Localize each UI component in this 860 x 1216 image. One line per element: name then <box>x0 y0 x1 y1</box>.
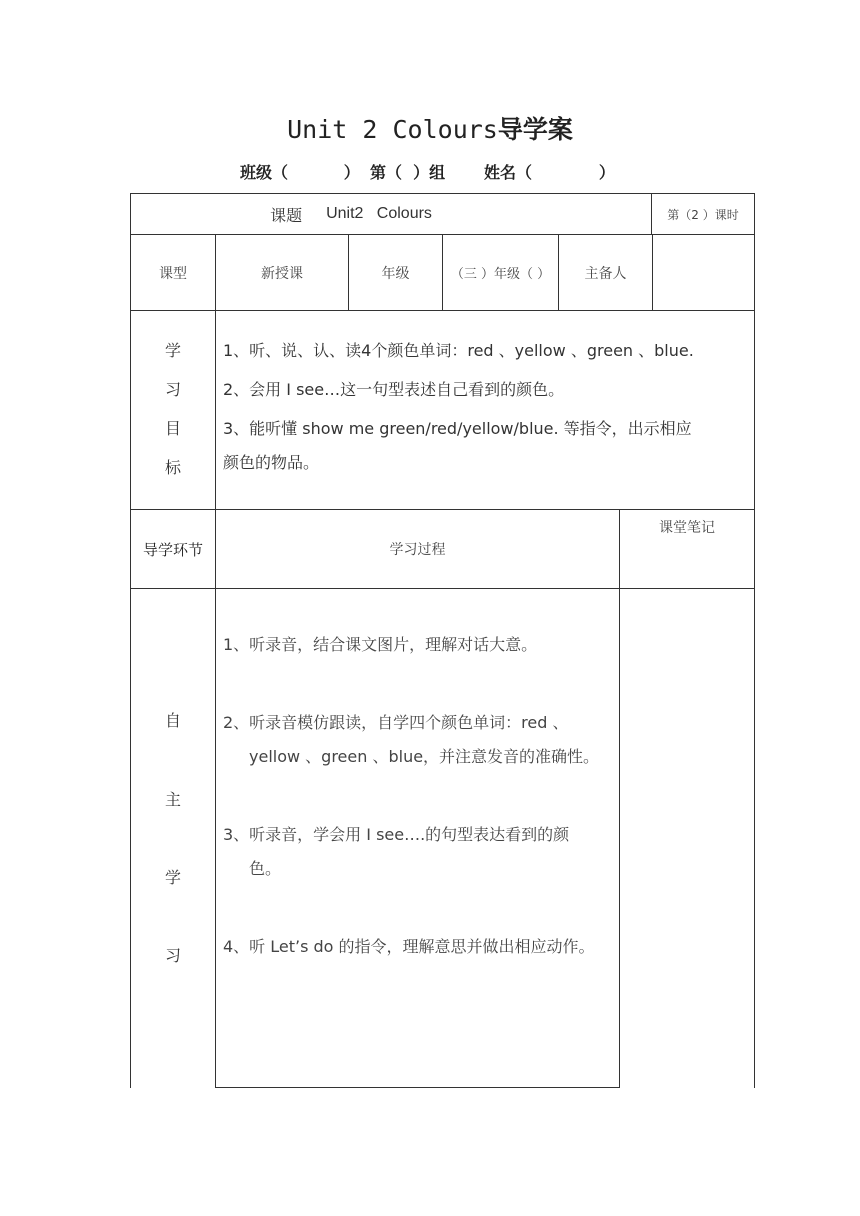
study-item: 3、听录音，学会用 I see….的句型表达看到的颜 <box>223 825 570 844</box>
preparer-value <box>653 235 754 310</box>
group-field: 第（ ）组 <box>370 163 446 182</box>
goal-line: 颜色的物品。 <box>223 453 320 472</box>
goals-label-char: 学 <box>164 341 181 360</box>
name-field: 姓名（ ） <box>484 163 615 182</box>
self-study-char: 主 <box>164 790 181 809</box>
lesson-number: 第（2 ）课时 <box>667 207 739 222</box>
study-item-cont: yellow 、green 、blue，并注意发音的准确性。 <box>249 747 600 766</box>
goal-line: 3、能听懂 show me green/red/yellow/blue. 等指令，出示相应 <box>223 419 692 438</box>
stage-header: 导学环节 <box>142 540 203 559</box>
class-field: 班级（ ） <box>240 163 360 182</box>
goal-line: 1、听、说、认、读4个颜色单词：red 、yellow 、green 、blue. <box>223 341 694 360</box>
goals-label-char: 习 <box>164 380 181 399</box>
study-item-cont: 色。 <box>249 859 282 878</box>
grade-label: 年级 <box>381 265 410 282</box>
type-label: 课型 <box>159 265 187 282</box>
study-item: 1、听录音，结合课文图片，理解对话大意。 <box>223 635 538 654</box>
topic-cell <box>131 194 651 234</box>
process-header: 学习过程 <box>389 542 446 558</box>
goals-label-char: 目 <box>164 419 181 438</box>
goal-line: 2、会用 I see…这一句型表述自己看到的颜色。 <box>223 380 565 399</box>
topic-label: 课题 <box>270 205 303 225</box>
type-value: 新授课 <box>261 265 303 282</box>
study-item: 2、听录音模仿跟读，自学四个颜色单词：red 、 <box>223 713 569 732</box>
goals-label-char: 标 <box>164 458 181 477</box>
self-study-char: 习 <box>164 946 181 965</box>
self-study-char: 学 <box>164 868 181 887</box>
title-chinese: 导学案 <box>497 115 573 144</box>
study-item: 4、听 Let’s do 的指令，理解意思并做出相应动作。 <box>223 937 595 956</box>
grade-value: （三 ）年级（ ） <box>450 267 551 282</box>
title-english: Unit 2 Colours <box>287 115 498 144</box>
topic-value: Unit2 Colours <box>326 205 432 222</box>
self-study-char: 自 <box>164 711 181 730</box>
preparer-label: 主备人 <box>584 265 627 282</box>
page-title <box>0 110 860 146</box>
notes-header: 课堂笔记 <box>659 520 715 536</box>
